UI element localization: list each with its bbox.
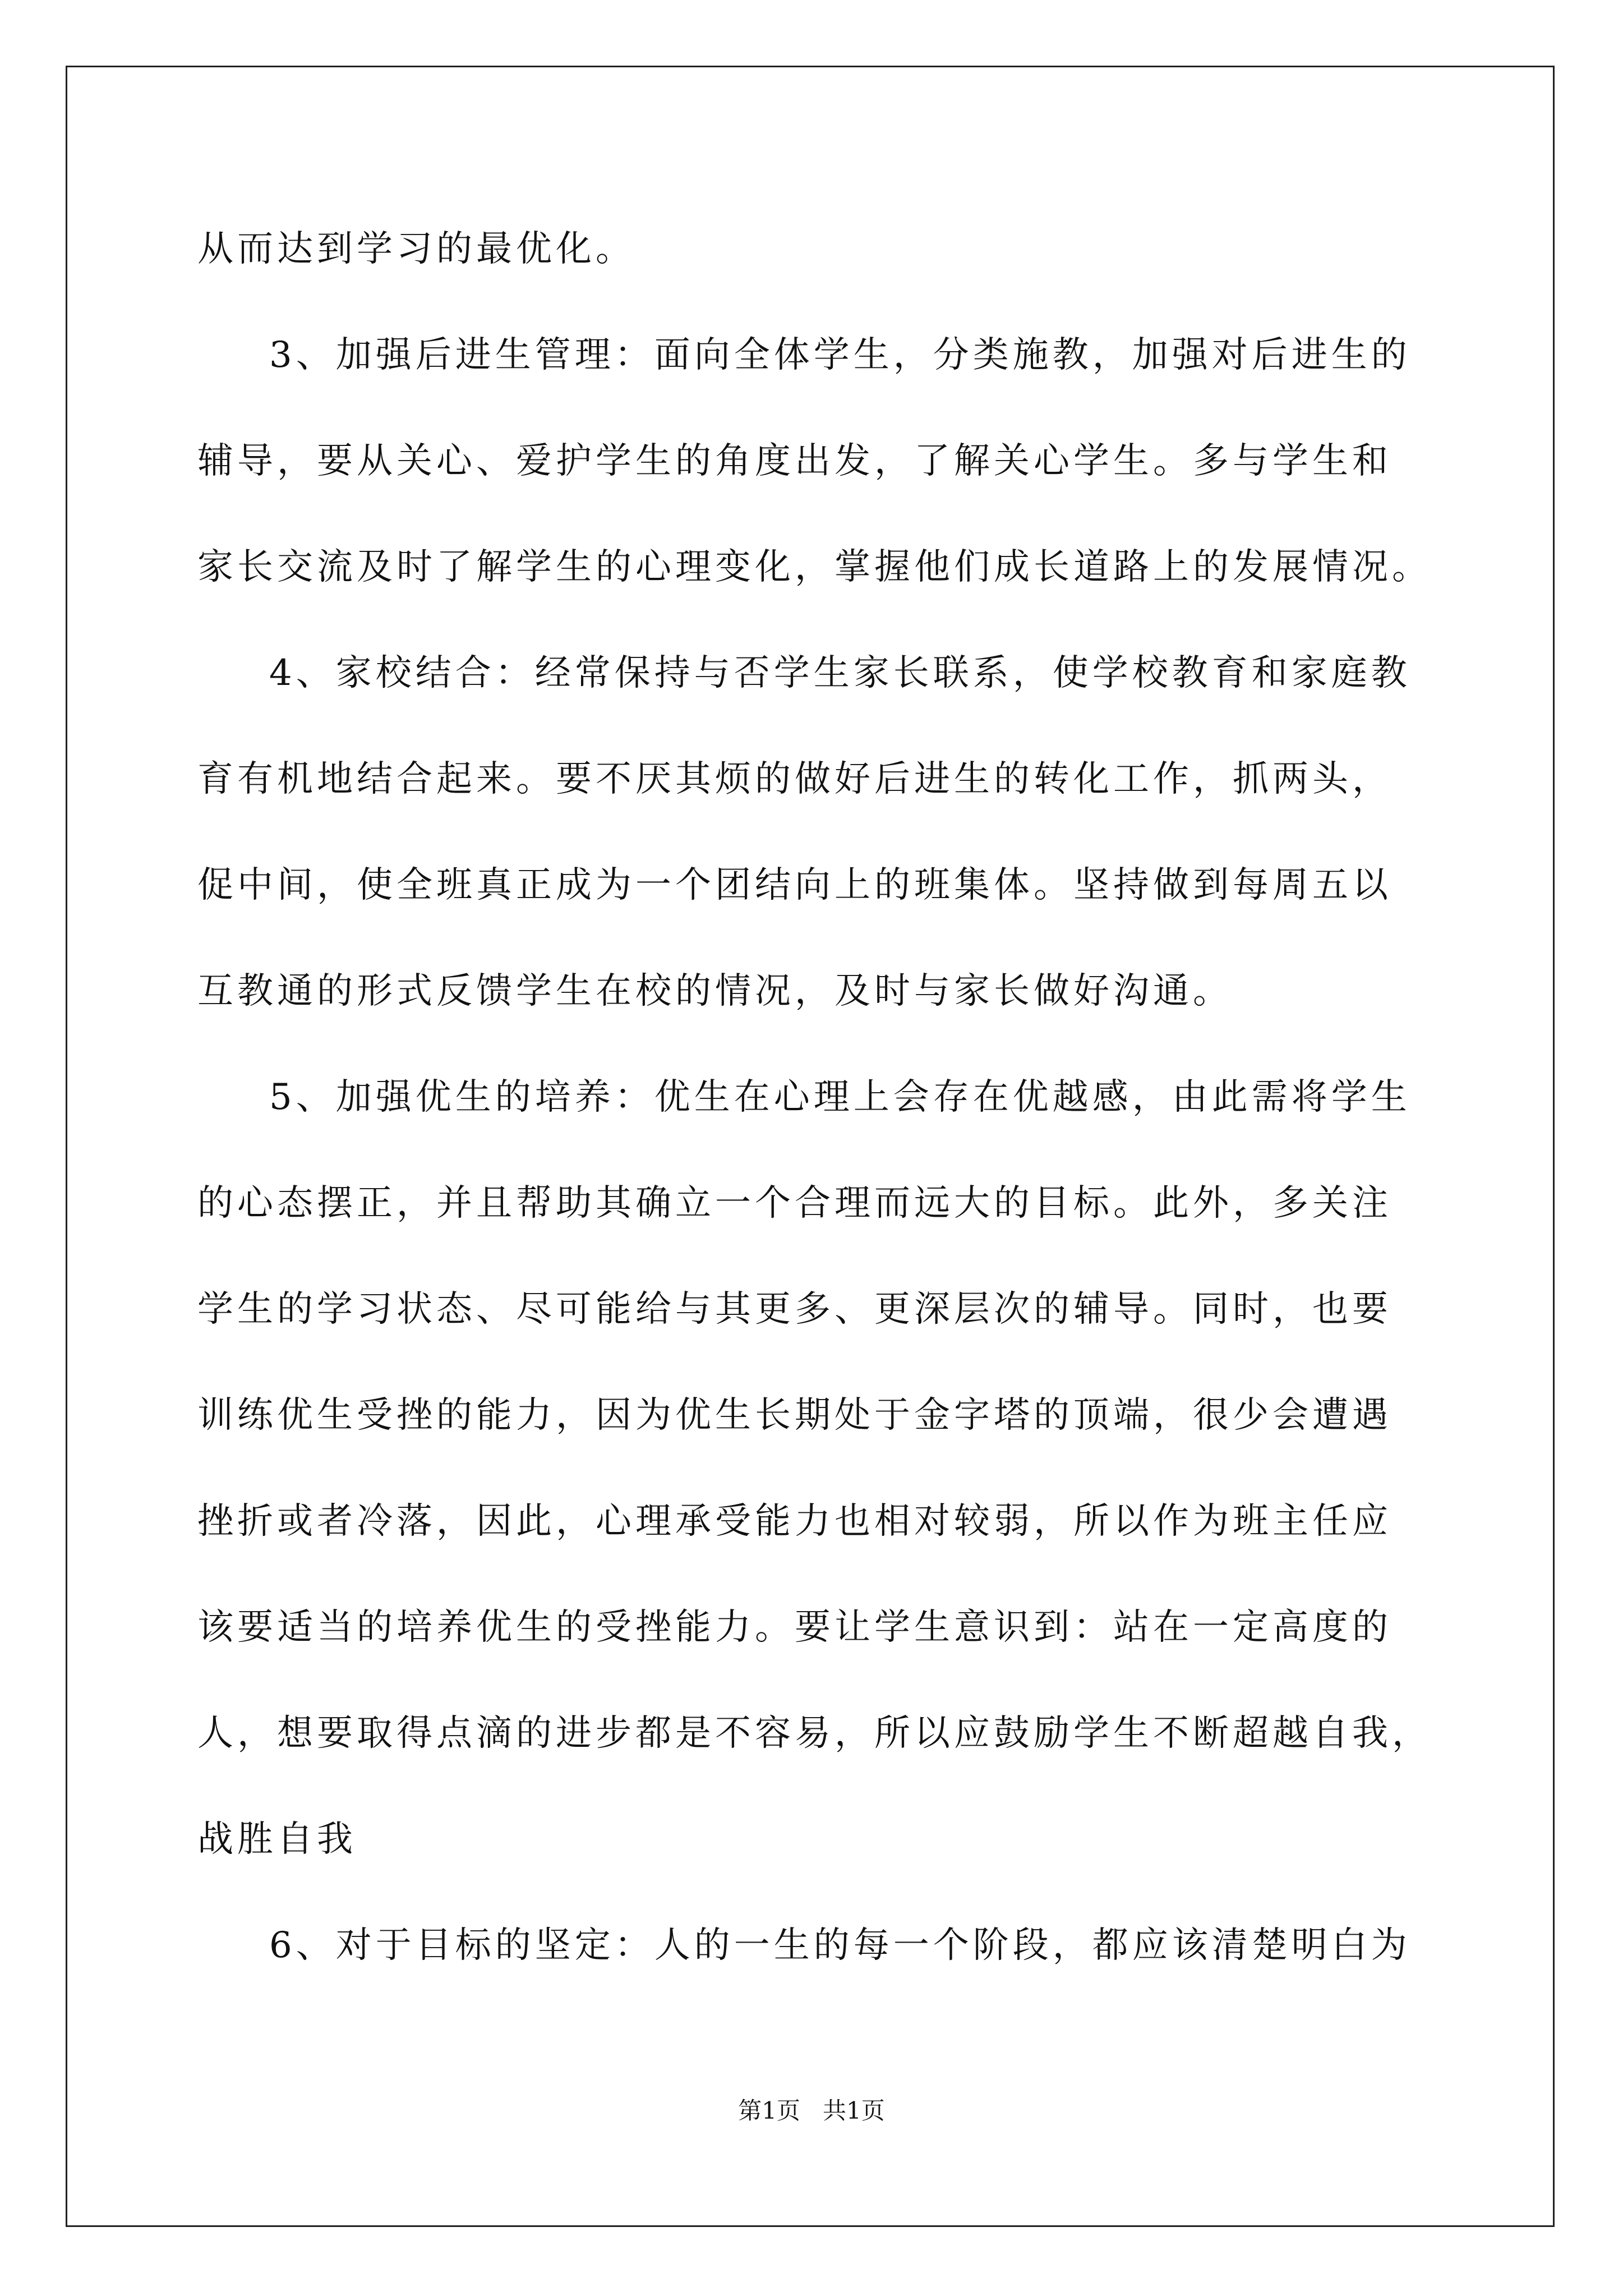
text-line: 互教通的形式反馈学生在校的情况，及时与家长做好沟通。	[197, 970, 1233, 1012]
text-line: 促中间，使全班真正成为一个团结向上的班集体。坚持做到每周五以	[197, 864, 1392, 906]
text-line: 人，想要取得点滴的进步都是不容易，所以应鼓励学生不断超越自我，	[197, 1713, 1432, 1754]
document-body	[197, 196, 1454, 1999]
text-line: 育有机地结合起来。要不厌其烦的做好后进生的转化工作，抓两头，	[197, 758, 1392, 800]
text-line: 战胜自我	[197, 1819, 357, 1860]
text-line: 挫折或者冷落，因此，心理承受能力也相对较弱，所以作为班主任应	[197, 1501, 1392, 1542]
page-footer: 第1页 共1页	[738, 2097, 885, 2124]
text-line: 的心态摆正，并且帮助其确立一个合理而远大的目标。此外，多关注	[197, 1182, 1392, 1224]
text-line: 3、加强后进生管理：面向全体学生，分类施教，加强对后进生的	[269, 334, 1411, 376]
text-line: 该要适当的培养优生的受挫能力。要让学生意识到：站在一定高度的	[197, 1607, 1392, 1648]
text-line: 5、加强优生的培养：优生在心理上会存在优越感，由此需将学生	[269, 1076, 1411, 1118]
text-line: 从而达到学习的最优化。	[197, 228, 635, 270]
text-line: 家长交流及时了解学生的心理变化，掌握他们成长道路上的发展情况。	[197, 546, 1432, 588]
text-line: 4、家校结合：经常保持与否学生家长联系，使学校教育和家庭教	[269, 652, 1411, 694]
text-line: 6、对于目标的坚定：人的一生的每一个阶段，都应该清楚明白为	[269, 1925, 1411, 1966]
text-line: 辅导，要从关心、爱护学生的角度出发，了解关心学生。多与学生和	[197, 440, 1392, 482]
text-line: 学生的学习状态、尽可能给与其更多、更深层次的辅导。同时，也要	[197, 1289, 1392, 1330]
text-line: 训练优生受挫的能力，因为优生长期处于金字塔的顶端，很少会遭遇	[197, 1395, 1392, 1436]
